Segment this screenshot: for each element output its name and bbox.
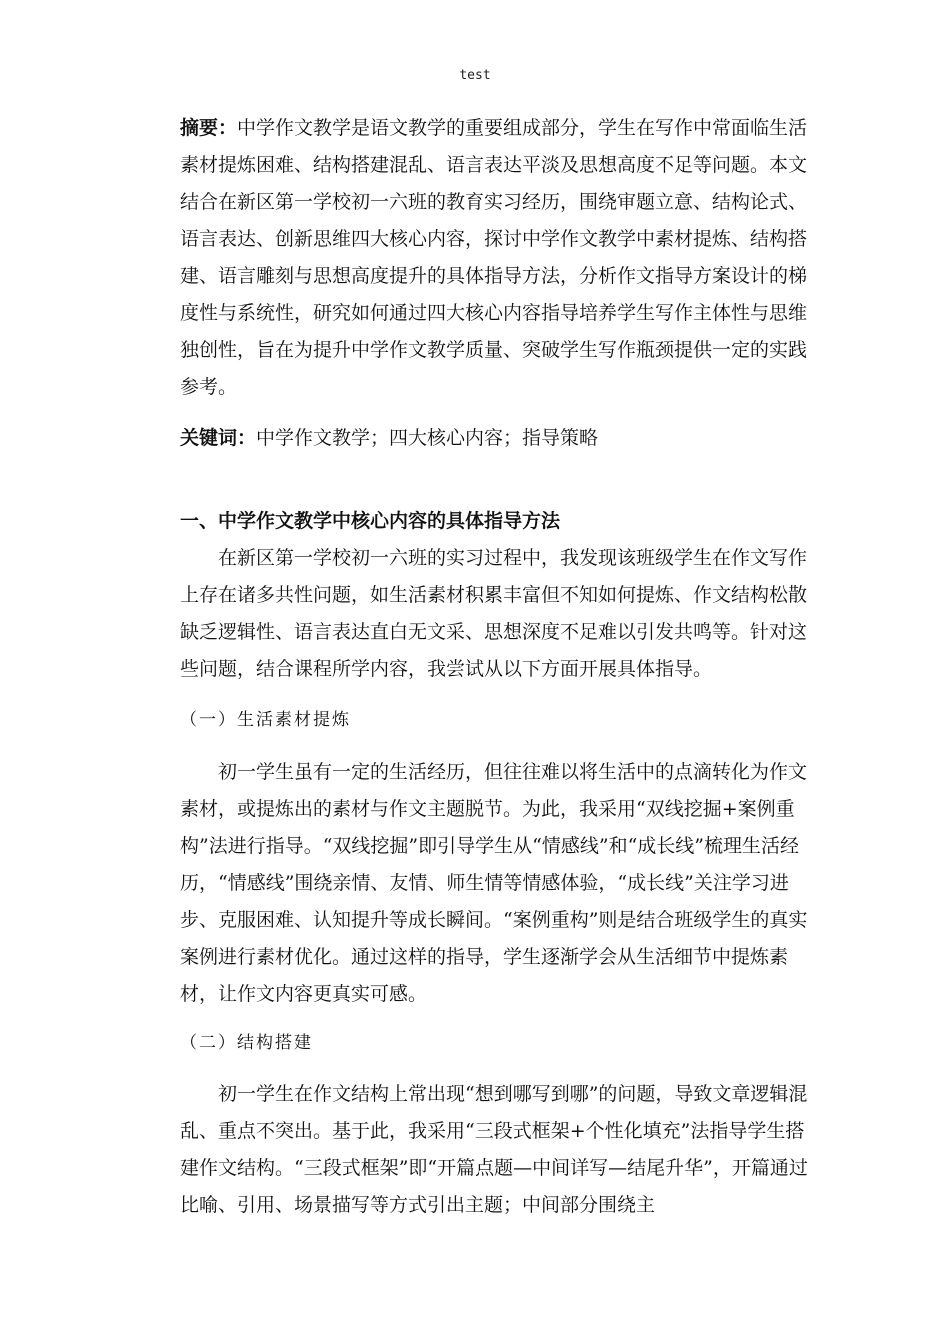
abstract-paragraph: [180, 110, 808, 406]
keywords-label: 关键词：: [180, 427, 257, 449]
keywords-text: 中学作文教学；四大核心内容；指导策略: [256, 427, 599, 449]
subsection-text-material: 初一学生虽有一定的生活经历，但往往难以将生活中的点滴转化为作文素材，或提炼出的素材与作文主题脱节。为此，我采用“双线挖掘+案例重构”法进行指导。“双线挖掘”即引导学生从“情感线”和“成长线”梳理生活经历，“情感线”围绕亲情、友情、师生情等情感体验，“成长线”关注学习进步、克服困难、认知提升等成长瞬间。“案例重构”则是结合班级学生的真实案例进行素材优化。通过这样的指导，学生逐渐学会从生活细节中提炼素材，让作文内容更真实可感。: [180, 761, 808, 1005]
subsection-title-structure: （二）结构搭建: [180, 1033, 313, 1053]
subsection-text-structure: 初一学生在作文结构上常出现“想到哪写到哪”的问题，导致文章逻辑混乱、重点不突出。基于此，我采用“三段式框架+个性化填充”法指导学生搭建作文结构。“三段式框架”即“开篇点题—中间详写—结尾升华”，开篇通过比喻、引用、场景描写等方式引出主题；中间部分围绕主: [180, 1083, 808, 1216]
abstract-text: 中学作文教学是语文教学的重要组成部分，学生在写作中常面临生活素材提炼困难、结构搭建混乱、语言表达平淡及思想高度不足等问题。本文结合在新区第一学校初一六班的教育实习经历，围绕审题立意、结构论式、语言表达、创新思维四大核心内容，探讨中学作文教学中素材提炼、结构搭建、语言雕刻与思想高度提升的具体指导方法，分析作文指导方案设计的梯度性与系统性，研究如何通过四大核心内容指导培养学生写作主体性与思维独创性，旨在为提升中学作文教学质量、突破学生写作瓶颈提供一定的实践参考。: [180, 117, 808, 398]
keywords-paragraph: [180, 420, 808, 457]
subsection-title-material: （一）生活素材提炼: [180, 710, 351, 730]
abstract-label: 摘要：: [180, 117, 238, 139]
section-intro-paragraph: 在新区第一学校初一六班的实习过程中，我发现该班级学生在作文写作上存在诸多共性问题，如生活素材积累丰富但不知如何提炼、作文结构松散缺乏逻辑性、语言表达直白无文采、思想深度不足难以引发共鸣等。针对这些问题，结合课程所学内容，我尝试从以下方面开展具体指导。: [180, 547, 808, 680]
section-title: 一、中学作文教学中核心内容的具体指导方法: [180, 510, 561, 532]
page-header: test: [459, 68, 491, 83]
